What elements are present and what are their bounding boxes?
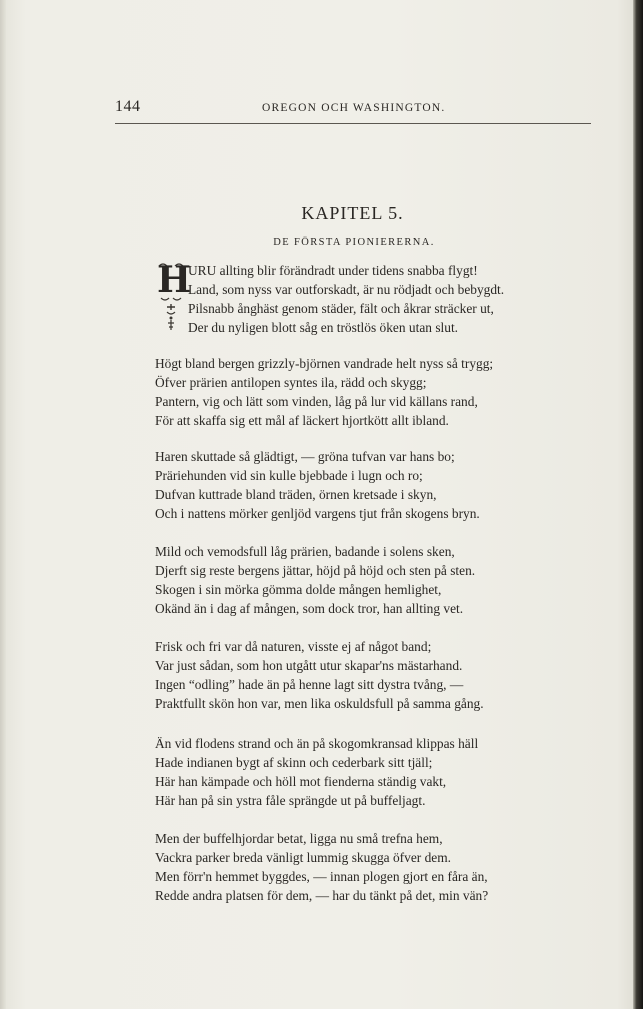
stanza-6 bbox=[155, 734, 478, 810]
verse-line: Hade indianen bygt af skinn och cederbark sitt tjäll; bbox=[155, 755, 433, 770]
verse-line: Land, som nyss var outforskadt, är nu rödjadt och bebygdt. bbox=[188, 282, 505, 297]
verse-line: Frisk och fri var då naturen, visste ej af något band; bbox=[155, 639, 432, 654]
chapter-subtitle: DE FÖRSTA PIONIERERNA. bbox=[273, 237, 435, 248]
verse-line: Öfver prärien antilopen syntes ila, rädd och skygg; bbox=[155, 375, 427, 390]
verse-line: Okänd än i dag af mången, som dock tror, han allting vet. bbox=[155, 601, 464, 616]
stanza-7 bbox=[155, 829, 488, 905]
verse-line: Haren skuttade så glädtigt, — gröna tufvan var hans bo; bbox=[155, 449, 455, 464]
verse-line: URU allting blir förändradt under tidens snabba flygt! bbox=[188, 263, 478, 278]
stanza-2 bbox=[155, 354, 493, 430]
verse-line: För att skaffa sig ett mål af läckert hjortkött allt ibland. bbox=[155, 413, 449, 428]
verse-line: Men förr'n hemmet byggdes, — innan plogen gjort en fåra än, bbox=[155, 869, 488, 884]
verse-line: Mild och vemodsfull låg prärien, badande i solens sken, bbox=[155, 544, 455, 559]
verse-line: Dufvan kuttrade bland träden, örnen kretsade i skyn, bbox=[155, 487, 437, 502]
page-left-edge bbox=[0, 0, 6, 1009]
initial-letter: H bbox=[157, 259, 192, 301]
verse-line: Här han kämpade och höll mot fienderna ständig vakt, bbox=[155, 774, 447, 789]
verse-line: Pilsnabb ånghäst genom städer, fält och åkrar sträcker ut, bbox=[188, 301, 494, 316]
stanza-1 bbox=[155, 261, 504, 337]
stanza-3 bbox=[155, 447, 480, 523]
verse-line: Praktfullt skön hon var, men lika oskuldsfull på samma gång. bbox=[155, 696, 484, 711]
verse-line: Der du nyligen blott såg en tröstlös öken utan slut. bbox=[188, 320, 459, 335]
verse-line: Vackra parker breda vänligt lummig skugga öfver dem. bbox=[155, 850, 451, 865]
verse-line: Men der buffelhjordar betat, ligga nu små trefna hem, bbox=[155, 831, 443, 846]
verse-line: Djerft sig reste bergens jättar, höjd på höjd och sten på sten. bbox=[155, 563, 476, 578]
chapter-title: KAPITEL 5. bbox=[301, 203, 404, 223]
page-number: 144 bbox=[115, 98, 141, 115]
verse-line: Redde andra platsen för dem, — har du tänkt på det, min vän? bbox=[155, 888, 489, 903]
verse-line: Pantern, vig och lätt som vinden, låg på lur vid källans rand, bbox=[155, 394, 478, 409]
verse-line: Var just sådan, som hon utgått utur skapar'ns mästarhand. bbox=[155, 658, 463, 673]
header-rule bbox=[115, 123, 591, 124]
running-title: OREGON OCH WASHINGTON. bbox=[262, 102, 446, 114]
page-header bbox=[115, 98, 591, 124]
stanza-5 bbox=[155, 637, 484, 713]
stanza-4 bbox=[155, 542, 475, 618]
verse-line: Ingen “odling” hade än på henne lagt sitt dystra tvång, — bbox=[155, 677, 464, 692]
verse-line: Än vid flodens strand och än på skogomkransad klippas häll bbox=[155, 736, 479, 751]
book-spine-shadow bbox=[633, 0, 643, 1009]
verse-line: Högt bland bergen grizzly-björnen vandrade helt nyss så trygg; bbox=[155, 356, 494, 371]
verse-line: Här han på sin ystra fåle sprängde ut på buffeljagt. bbox=[155, 793, 426, 808]
verse-line: Och i nattens mörker genljöd vargens tjut från skogens bryn. bbox=[155, 506, 480, 521]
verse-line: Skogen i sin mörka gömma dolde mången hemlighet, bbox=[155, 582, 442, 597]
verse-line: Präriehunden vid sin kulle bjebbade i lugn och ro; bbox=[155, 468, 423, 483]
